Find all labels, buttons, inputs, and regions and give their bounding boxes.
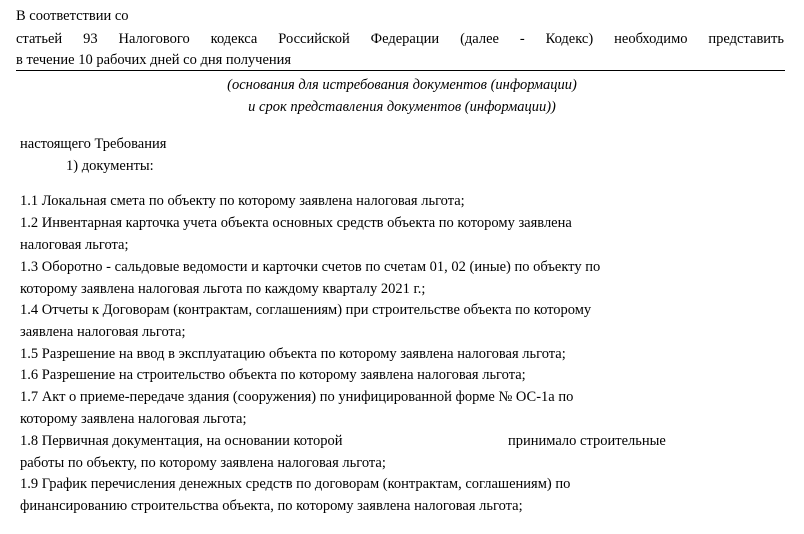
item-1-4-line-2: заявлена налоговая льгота; <box>20 324 186 340</box>
underline-rule <box>16 70 785 71</box>
intro-line-2: 1) документы: <box>66 158 154 174</box>
item-1-1: 1.1 Локальная смета по объекту по которому заявлена налоговая льгота; <box>20 193 465 209</box>
item-1-3-line-2: которому заявлена налоговая льгота по каждому кварталу 2021 г.; <box>20 281 426 297</box>
intro-line-1: настоящего Требования <box>20 136 167 152</box>
item-1-5: 1.5 Разрешение на ввод в эксплуатацию объекта по которому заявлена налоговая льгота; <box>20 346 566 362</box>
item-1-7-line-2: которому заявлена налоговая льгота; <box>20 411 247 427</box>
header-line-1: В соответствии со <box>16 8 129 24</box>
item-1-4-line-1: 1.4 Отчеты к Договорам (контрактам, соглашениям) при строительстве объекта по которому <box>20 302 592 318</box>
caption-line-1: (основания для истребования документов (информации) <box>227 77 577 93</box>
header-line-2: статьей 93 Налогового кодекса Российской Федерации (далее - Кодекс) необходимо представить <box>16 31 784 47</box>
item-1-7-line-1: 1.7 Акт о приеме-передаче здания (сооружения) по унифицированной форме № ОС-1а по <box>20 389 574 405</box>
item-1-9-line-2: финансированию строительства объекта, по которому заявлена налоговая льгота; <box>20 498 523 514</box>
item-1-9-line-1: 1.9 График перечисления денежных средств по договорам (контрактам, соглашениям) по <box>20 476 571 492</box>
item-1-2-line-1: 1.2 Инвентарная карточка учета объекта основных средств объекта по которому заявлена <box>20 215 572 231</box>
item-1-2-line-2: налоговая льгота; <box>20 237 129 253</box>
header-line-3: в течение 10 рабочих дней со дня получения <box>16 52 292 68</box>
caption-line-2: и срок представления документов (информации)) <box>248 99 556 115</box>
item-1-8-line-2: работы по объекту, по которому заявлена налоговая льгота; <box>20 455 386 471</box>
item-1-8-line-1-right: принимало строительные <box>508 433 666 449</box>
item-1-8-line-1-left: 1.8 Первичная документация, на основании которой <box>20 433 343 449</box>
item-1-6: 1.6 Разрешение на строительство объекта по которому заявлена налоговая льгота; <box>20 367 526 383</box>
item-1-3-line-1: 1.3 Оборотно - сальдовые ведомости и карточки счетов по счетам 01, 02 (иные) по объекту по <box>20 259 601 275</box>
